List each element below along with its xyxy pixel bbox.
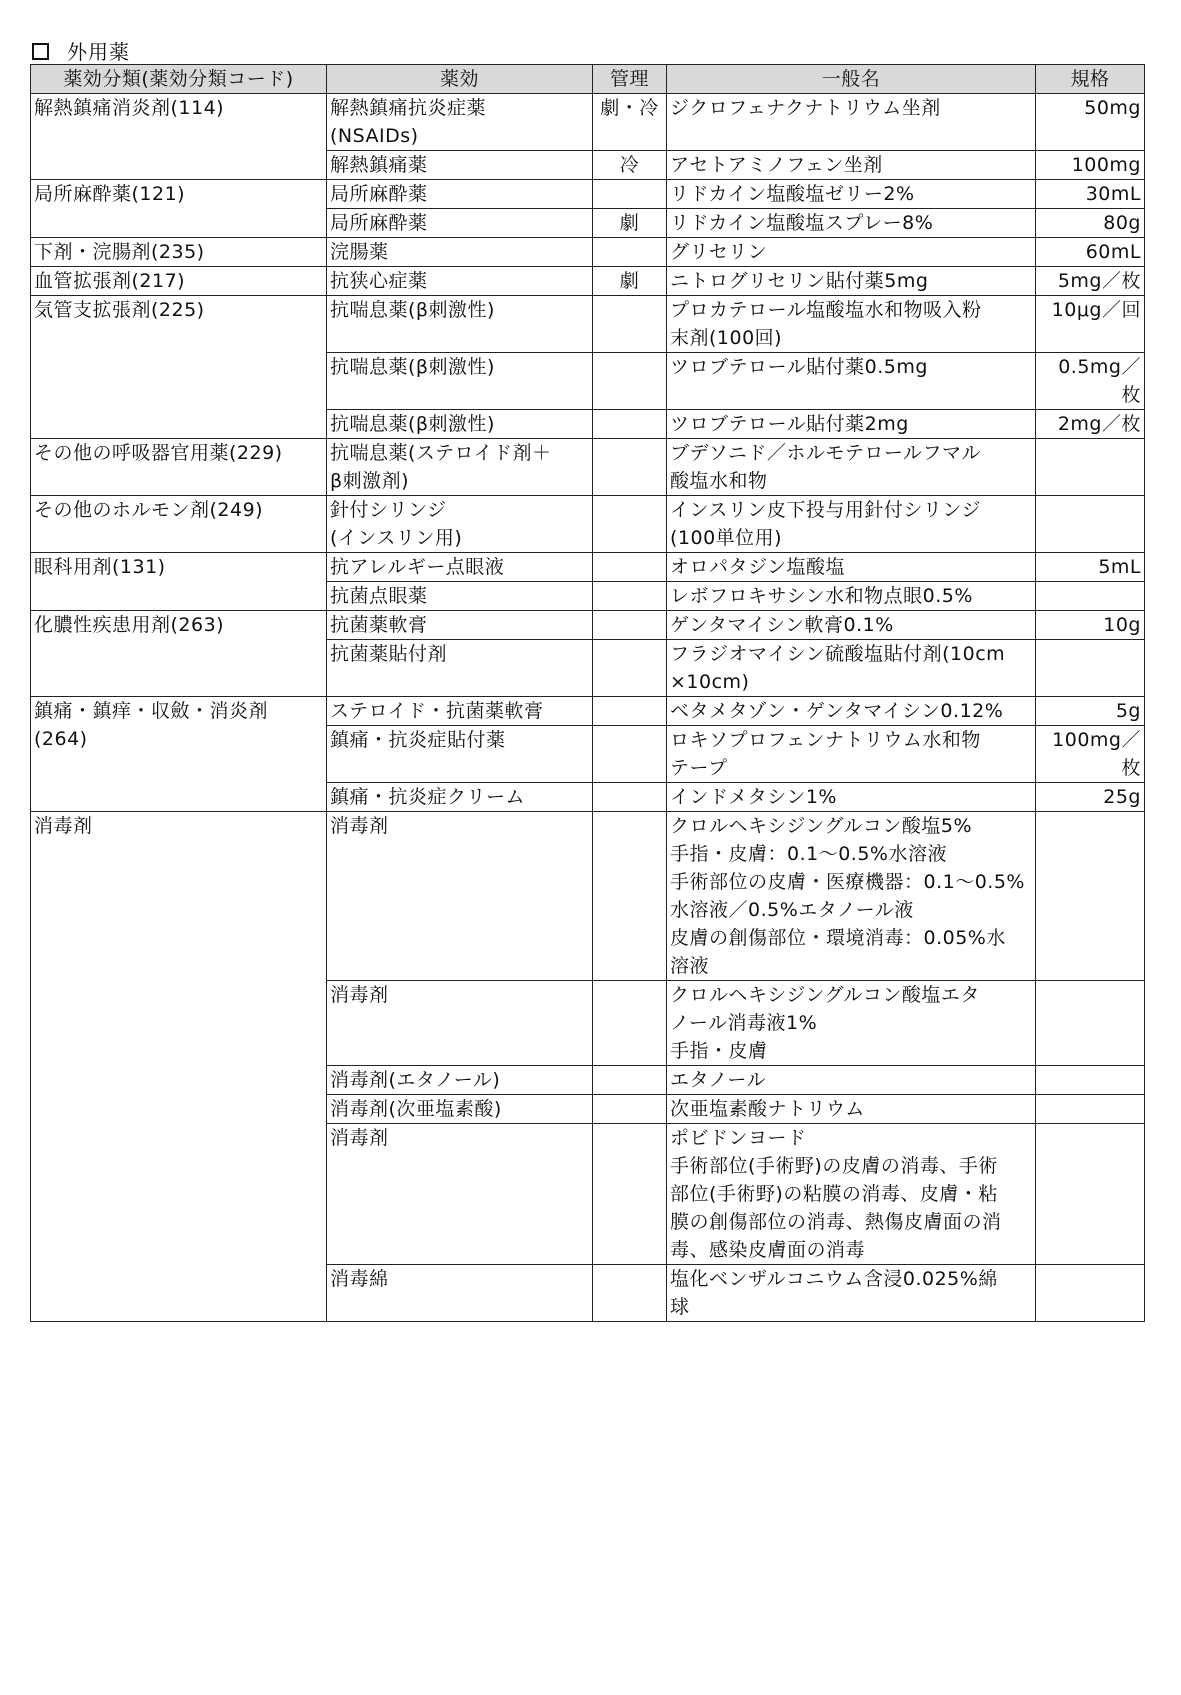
cell-efficacy: 抗アレルギー点眼液: [327, 553, 593, 582]
cell-management: [593, 611, 667, 640]
cell-generic-name: クロルヘキシジングルコン酸塩エタ ノール消毒液1% 手指・皮膚: [667, 981, 1036, 1066]
cell-efficacy: 抗菌薬貼付剤: [327, 640, 593, 697]
cell-management: [593, 981, 667, 1066]
cell-management: [593, 1066, 667, 1095]
cell-generic-name: ブデソニド／ホルモテロールフマル 酸塩水和物: [667, 439, 1036, 496]
cell-generic-name: アセトアミノフェン坐剤: [667, 151, 1036, 180]
cell-spec: 5mg／枚: [1036, 267, 1145, 296]
cell-generic-name: ツロブテロール貼付薬2mg: [667, 410, 1036, 439]
header-generic-name: 一般名: [667, 65, 1036, 94]
cell-management: 劇・冷: [593, 94, 667, 151]
cell-generic-name: ゲンタマイシン軟膏0.1%: [667, 611, 1036, 640]
header-efficacy: 薬効: [327, 65, 593, 94]
cell-management: [593, 697, 667, 726]
cell-management: [593, 353, 667, 410]
cell-spec: [1036, 439, 1145, 496]
cell-spec: 5mL: [1036, 553, 1145, 582]
cell-spec: [1036, 496, 1145, 553]
cell-efficacy: 抗喘息薬(β刺激性): [327, 410, 593, 439]
table-row: [31, 439, 1145, 496]
cell-category: その他のホルモン剤(249): [31, 496, 327, 553]
cell-spec: 25g: [1036, 783, 1145, 812]
cell-spec: 10g: [1036, 611, 1145, 640]
cell-management: [593, 1124, 667, 1265]
cell-category: 化膿性疾患用剤(263): [31, 611, 327, 697]
cell-management: [593, 726, 667, 783]
cell-efficacy: 鎮痛・抗炎症貼付薬: [327, 726, 593, 783]
cell-management: [593, 410, 667, 439]
cell-generic-name: ベタメタゾン・ゲンタマイシン0.12%: [667, 697, 1036, 726]
cell-generic-name: グリセリン: [667, 238, 1036, 267]
cell-management: 劇: [593, 267, 667, 296]
cell-spec: 5g: [1036, 697, 1145, 726]
cell-spec: [1036, 1124, 1145, 1265]
cell-spec: 50mg: [1036, 94, 1145, 151]
table-row: [31, 496, 1145, 553]
cell-spec: [1036, 812, 1145, 981]
header-spec: 規格: [1036, 65, 1145, 94]
cell-generic-name: インドメタシン1%: [667, 783, 1036, 812]
cell-management: [593, 439, 667, 496]
table-header-row: [31, 65, 1145, 94]
cell-efficacy: 解熱鎮痛抗炎症薬 (NSAIDs): [327, 94, 593, 151]
cell-management: [593, 812, 667, 981]
cell-category: 眼科用剤(131): [31, 553, 327, 611]
cell-generic-name: インスリン皮下投与用針付シリンジ (100単位用): [667, 496, 1036, 553]
drug-table: [30, 64, 1145, 1322]
cell-management: [593, 1265, 667, 1322]
cell-spec: 60mL: [1036, 238, 1145, 267]
cell-spec: 10μg／回: [1036, 296, 1145, 353]
table-row: [31, 267, 1145, 296]
cell-generic-name: クロルヘキシジングルコン酸塩5% 手指・皮膚：0.1～0.5%水溶液 手術部位の皮膚・医療機器：0.1～0.5% 水溶液／0.5%エタノール液 皮膚の創傷部位・環境消毒：0.05%水 溶液: [667, 812, 1036, 981]
cell-efficacy: 消毒剤: [327, 981, 593, 1066]
cell-category: 局所麻酔薬(121): [31, 180, 327, 238]
cell-management: [593, 180, 667, 209]
cell-efficacy: 抗狭心症薬: [327, 267, 593, 296]
table-row: [31, 812, 1145, 981]
section-title-text: 外用薬: [67, 40, 130, 64]
cell-generic-name: プロカテロール塩酸塩水和物吸入粉 末剤(100回): [667, 296, 1036, 353]
cell-category: 鎮痛・鎮痒・収斂・消炎剤 (264): [31, 697, 327, 812]
cell-efficacy: 消毒剤: [327, 812, 593, 981]
cell-generic-name: オロパタジン塩酸塩: [667, 553, 1036, 582]
table-row: [31, 180, 1145, 209]
table-row: [31, 238, 1145, 267]
cell-generic-name: エタノール: [667, 1066, 1036, 1095]
cell-generic-name: ニトログリセリン貼付薬5mg: [667, 267, 1036, 296]
cell-efficacy: 針付シリンジ (インスリン用): [327, 496, 593, 553]
cell-generic-name: レボフロキサシン水和物点眼0.5%: [667, 582, 1036, 611]
cell-management: [593, 296, 667, 353]
cell-efficacy: 解熱鎮痛薬: [327, 151, 593, 180]
header-management: 管理: [593, 65, 667, 94]
cell-efficacy: 消毒剤(エタノール): [327, 1066, 593, 1095]
cell-efficacy: 抗喘息薬(β刺激性): [327, 296, 593, 353]
table-row: [31, 611, 1145, 640]
cell-spec: [1036, 1095, 1145, 1124]
table-row: [31, 697, 1145, 726]
cell-spec: 100mg／枚: [1036, 726, 1145, 783]
cell-category: その他の呼吸器官用薬(229): [31, 439, 327, 496]
cell-generic-name: ロキソプロフェンナトリウム水和物 テープ: [667, 726, 1036, 783]
table-row: [31, 296, 1145, 353]
cell-efficacy: 局所麻酔薬: [327, 180, 593, 209]
cell-spec: [1036, 640, 1145, 697]
table-row: [31, 553, 1145, 582]
cell-efficacy: 抗喘息薬(ステロイド剤＋ β刺激剤): [327, 439, 593, 496]
cell-generic-name: リドカイン塩酸塩ゼリー2%: [667, 180, 1036, 209]
cell-efficacy: 抗菌薬軟膏: [327, 611, 593, 640]
cell-generic-name: ポビドンヨード 手術部位(手術野)の皮膚の消毒、手術 部位(手術野)の粘膜の消毒、皮膚・粘 膜の創傷部位の消毒、熱傷皮膚面の消 毒、感染皮膚面の消毒: [667, 1124, 1036, 1265]
cell-management: [593, 496, 667, 553]
cell-management: 冷: [593, 151, 667, 180]
cell-management: [593, 582, 667, 611]
cell-spec: 80g: [1036, 209, 1145, 238]
cell-management: [593, 783, 667, 812]
cell-spec: 100mg: [1036, 151, 1145, 180]
cell-efficacy: ステロイド・抗菌薬軟膏: [327, 697, 593, 726]
cell-category: 血管拡張剤(217): [31, 267, 327, 296]
cell-generic-name: フラジオマイシン硫酸塩貼付剤(10cm ×10cm): [667, 640, 1036, 697]
cell-efficacy: 抗菌点眼薬: [327, 582, 593, 611]
cell-spec: 0.5mg／枚: [1036, 353, 1145, 410]
cell-efficacy: 局所麻酔薬: [327, 209, 593, 238]
cell-efficacy: 消毒剤: [327, 1124, 593, 1265]
cell-spec: [1036, 981, 1145, 1066]
cell-management: [593, 553, 667, 582]
cell-spec: [1036, 1066, 1145, 1095]
cell-management: [593, 640, 667, 697]
cell-spec: 30mL: [1036, 180, 1145, 209]
cell-efficacy: 消毒剤(次亜塩素酸): [327, 1095, 593, 1124]
cell-category: 下剤・浣腸剤(235): [31, 238, 327, 267]
cell-spec: [1036, 582, 1145, 611]
cell-generic-name: ツロブテロール貼付薬0.5mg: [667, 353, 1036, 410]
cell-efficacy: 消毒綿: [327, 1265, 593, 1322]
cell-generic-name: 塩化ベンザルコニウム含浸0.025%綿 球: [667, 1265, 1036, 1322]
cell-category: 気管支拡張剤(225): [31, 296, 327, 439]
cell-efficacy: 抗喘息薬(β刺激性): [327, 353, 593, 410]
cell-generic-name: リドカイン塩酸塩スプレー8%: [667, 209, 1036, 238]
cell-category: 解熱鎮痛消炎剤(114): [31, 94, 327, 180]
header-category: 薬効分類(薬効分類コード): [31, 65, 327, 94]
cell-management: [593, 1095, 667, 1124]
cell-spec: 2mg／枚: [1036, 410, 1145, 439]
cell-generic-name: ジクロフェナクナトリウム坐剤: [667, 94, 1036, 151]
cell-efficacy: 浣腸薬: [327, 238, 593, 267]
cell-spec: [1036, 1265, 1145, 1322]
table-row: [31, 94, 1145, 151]
cell-generic-name: 次亜塩素酸ナトリウム: [667, 1095, 1036, 1124]
cell-category: 消毒剤: [31, 812, 327, 1322]
cell-management: [593, 238, 667, 267]
section-title: [32, 36, 130, 65]
cell-management: 劇: [593, 209, 667, 238]
checkbox-square-icon: [32, 43, 49, 60]
cell-efficacy: 鎮痛・抗炎症クリーム: [327, 783, 593, 812]
